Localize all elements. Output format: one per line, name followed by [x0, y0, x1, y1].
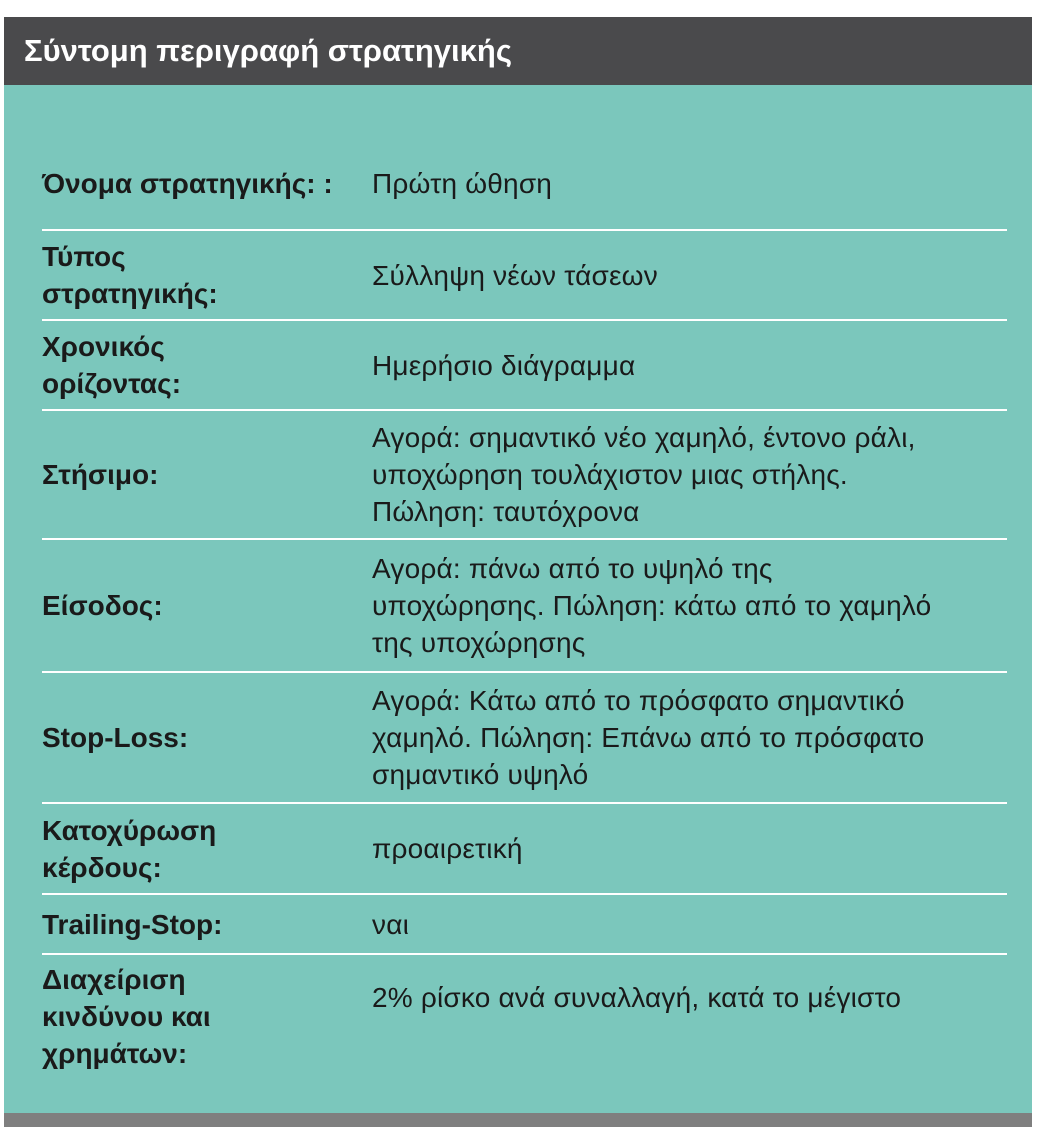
- table-row-setup: [42, 411, 1007, 540]
- footer-bar: [4, 1113, 1032, 1127]
- row-value: ναι: [372, 908, 410, 940]
- strategy-table: [42, 138, 1007, 1085]
- table-row-risk-management: [42, 955, 1007, 1085]
- table-row-profit-taking: [42, 804, 1007, 895]
- row-label: Στήσιμο:: [42, 459, 159, 490]
- row-label: Κατοχύρωση κέρδους:: [42, 814, 217, 883]
- row-value: Πρώτη ώθηση: [372, 168, 553, 199]
- table-row-time-horizon: [42, 321, 1007, 411]
- table-row-entry: [42, 540, 1007, 673]
- row-label: Χρονικός ορίζοντας:: [42, 331, 182, 399]
- row-value: Αγορά: πάνω από το υψηλό της υποχώρησης. Πώληση: κάτω από το χαμηλό της υποχώρησης: [372, 553, 932, 658]
- row-value: Ημερήσιο διάγραμμα: [372, 349, 636, 381]
- strategy-summary-panel: [4, 17, 1032, 1127]
- row-value: Αγορά: σημαντικό νέο χαμηλό, έντονο ράλι, υποχώρηση τουλάχιστον μιας στήλης. Πώληση: ταυτόχρονα: [372, 422, 916, 527]
- row-value: 2% ρίσκο ανά συναλλαγή, κατά το μέγιστο: [372, 982, 902, 1013]
- row-value: προαιρετική: [372, 833, 523, 864]
- row-label: Stop-Loss:: [42, 722, 189, 753]
- row-value: Σύλληψη νέων τάσεων: [372, 259, 658, 291]
- row-label: Διαχείριση κινδύνου και χρημάτων:: [42, 964, 211, 1069]
- row-label: Όνομα στρατηγικής: :: [42, 168, 333, 199]
- row-label: Τύπος στρατηγικής:: [42, 241, 218, 309]
- panel-title: Σύντομη περιγραφή στρατηγικής: [4, 17, 1032, 85]
- row-label: Είσοδος:: [42, 590, 163, 621]
- table-row-strategy-type: [42, 231, 1007, 321]
- row-value: Αγορά: Κάτω από το πρόσφατο σημαντικό χαμηλό. Πώληση: Επάνω από το πρόσφατο σημαντικό υψηλό: [372, 685, 925, 790]
- row-label: Trailing-Stop:: [42, 908, 223, 940]
- table-row-trailing-stop: [42, 895, 1007, 955]
- table-row-strategy-name: [42, 138, 1007, 231]
- table-row-stop-loss: [42, 673, 1007, 804]
